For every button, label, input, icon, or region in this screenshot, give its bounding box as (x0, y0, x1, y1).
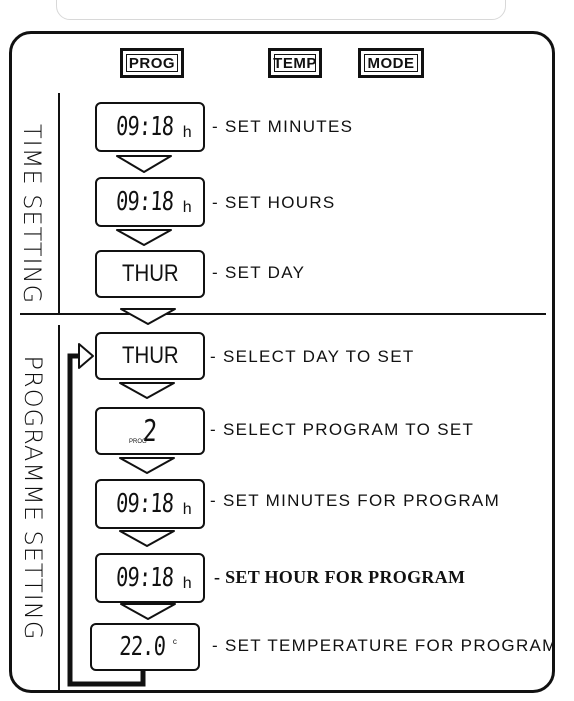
down-arrow-icon (120, 383, 174, 398)
lcd-prog-indicator: PROG (129, 439, 147, 445)
step-label: - SET MINUTES FOR PROGRAM (210, 491, 501, 510)
lcd-unit: h (182, 501, 192, 518)
loop-connector-line (70, 356, 143, 684)
lcd-value: THUR (121, 342, 179, 369)
step-label: - SET TEMPERATURE FOR PROGRAM (212, 636, 558, 655)
lcd-value: 2 (142, 413, 158, 449)
step-label: - SET MINUTES (212, 117, 354, 136)
lcd-unit: c (172, 637, 177, 646)
lcd-value: 22.0 (118, 632, 167, 662)
right-arrow-icon (79, 344, 93, 368)
lcd-unit: h (182, 124, 192, 141)
step-label: - SELECT DAY TO SET (210, 347, 415, 366)
down-arrow-icon (121, 604, 175, 619)
lcd-value: 09:18 (115, 489, 175, 519)
lcd-unit: h (182, 575, 192, 592)
lcd-value: 09:18 (115, 563, 175, 593)
temp-button[interactable]: TEMP (268, 48, 322, 78)
step-label: - SET HOURS (212, 193, 336, 212)
programme-setting-title: PROGRAMME SETTING (19, 355, 47, 641)
time-setting-title: TIME SETTING (18, 124, 46, 305)
down-arrow-icon (121, 309, 175, 324)
mode-button[interactable]: MODE (358, 48, 424, 78)
down-arrow-icon (117, 156, 171, 172)
step-label: - SET HOUR FOR PROGRAM (214, 567, 466, 587)
lcd-value: 09:18 (115, 112, 175, 142)
prog-button[interactable]: PROG (120, 48, 184, 78)
lcd-value: THUR (121, 260, 179, 287)
down-arrow-icon (117, 230, 171, 245)
lcd-value: 09:18 (115, 187, 175, 217)
lcd-unit: h (182, 199, 192, 216)
down-arrow-icon (120, 458, 174, 473)
step-label: - SELECT PROGRAM TO SET (210, 420, 475, 439)
step-label: - SET DAY (212, 263, 306, 282)
down-arrow-icon (120, 531, 174, 546)
